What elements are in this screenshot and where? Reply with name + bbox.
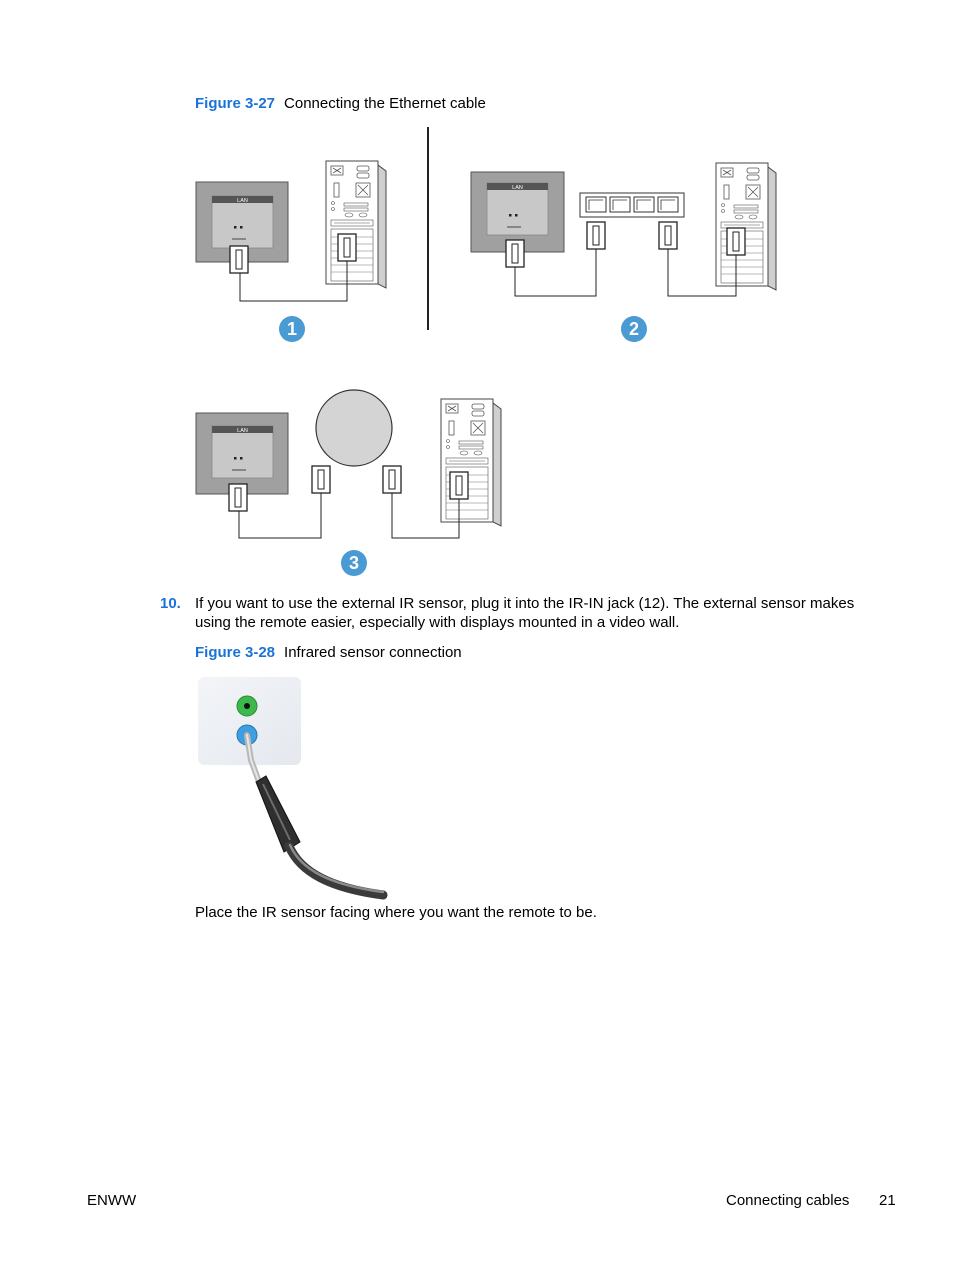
computer-tower (441, 399, 501, 526)
step-text: If you want to use the external IR sensor, plug it into the IR-IN jack (12). The external sensor makes using the remote easier, especially with displays mounted in a video wall. (195, 595, 855, 631)
diagram-option-1 (196, 161, 386, 342)
ethernet-plug-computer (338, 234, 356, 261)
ethernet-cable (515, 249, 596, 296)
ethernet-connection-diagram (180, 120, 820, 585)
diagram-option-2 (471, 163, 776, 342)
footer-section: Connecting cables (726, 1192, 850, 1209)
network-cloud (316, 390, 392, 466)
ethernet-plug-network (312, 466, 330, 493)
network-switch (580, 193, 684, 217)
step-number: 10. (160, 595, 181, 612)
figure-label: Figure 3-27 (195, 95, 276, 112)
ethernet-plug-computer (727, 228, 745, 255)
ethernet-plug-display (506, 240, 524, 267)
computer-tower (326, 161, 386, 288)
ethernet-plug-computer (450, 472, 468, 499)
page-number: 21 (879, 1192, 896, 1209)
infrared-sensor-illustration (190, 670, 410, 910)
figure-label: Figure 3-28 (195, 644, 276, 661)
computer-tower (716, 163, 776, 290)
ethernet-plug-network (383, 466, 401, 493)
figure-title: Connecting the Ethernet cable (284, 95, 486, 112)
lan-label: LAN (237, 428, 248, 434)
ethernet-plug-display (229, 484, 247, 511)
lan-label: LAN (512, 185, 523, 191)
figure-title: Infrared sensor connection (284, 644, 462, 661)
callout-3: 3 (348, 553, 360, 573)
ethernet-plug-switch (587, 222, 605, 249)
placement-note: Place the IR sensor facing where you want the remote to be. (195, 904, 597, 921)
diagram-option-3 (196, 390, 501, 576)
lan-label: LAN (237, 198, 248, 204)
ethernet-plug-switch (659, 222, 677, 249)
callout-1: 1 (286, 319, 298, 339)
ethernet-cable (239, 493, 321, 538)
figure-3-27-caption (195, 95, 486, 112)
callout-2: 2 (628, 319, 640, 339)
figure-3-28-caption (195, 644, 462, 661)
ethernet-plug-display (230, 246, 248, 273)
footer-left: ENWW (87, 1192, 137, 1209)
